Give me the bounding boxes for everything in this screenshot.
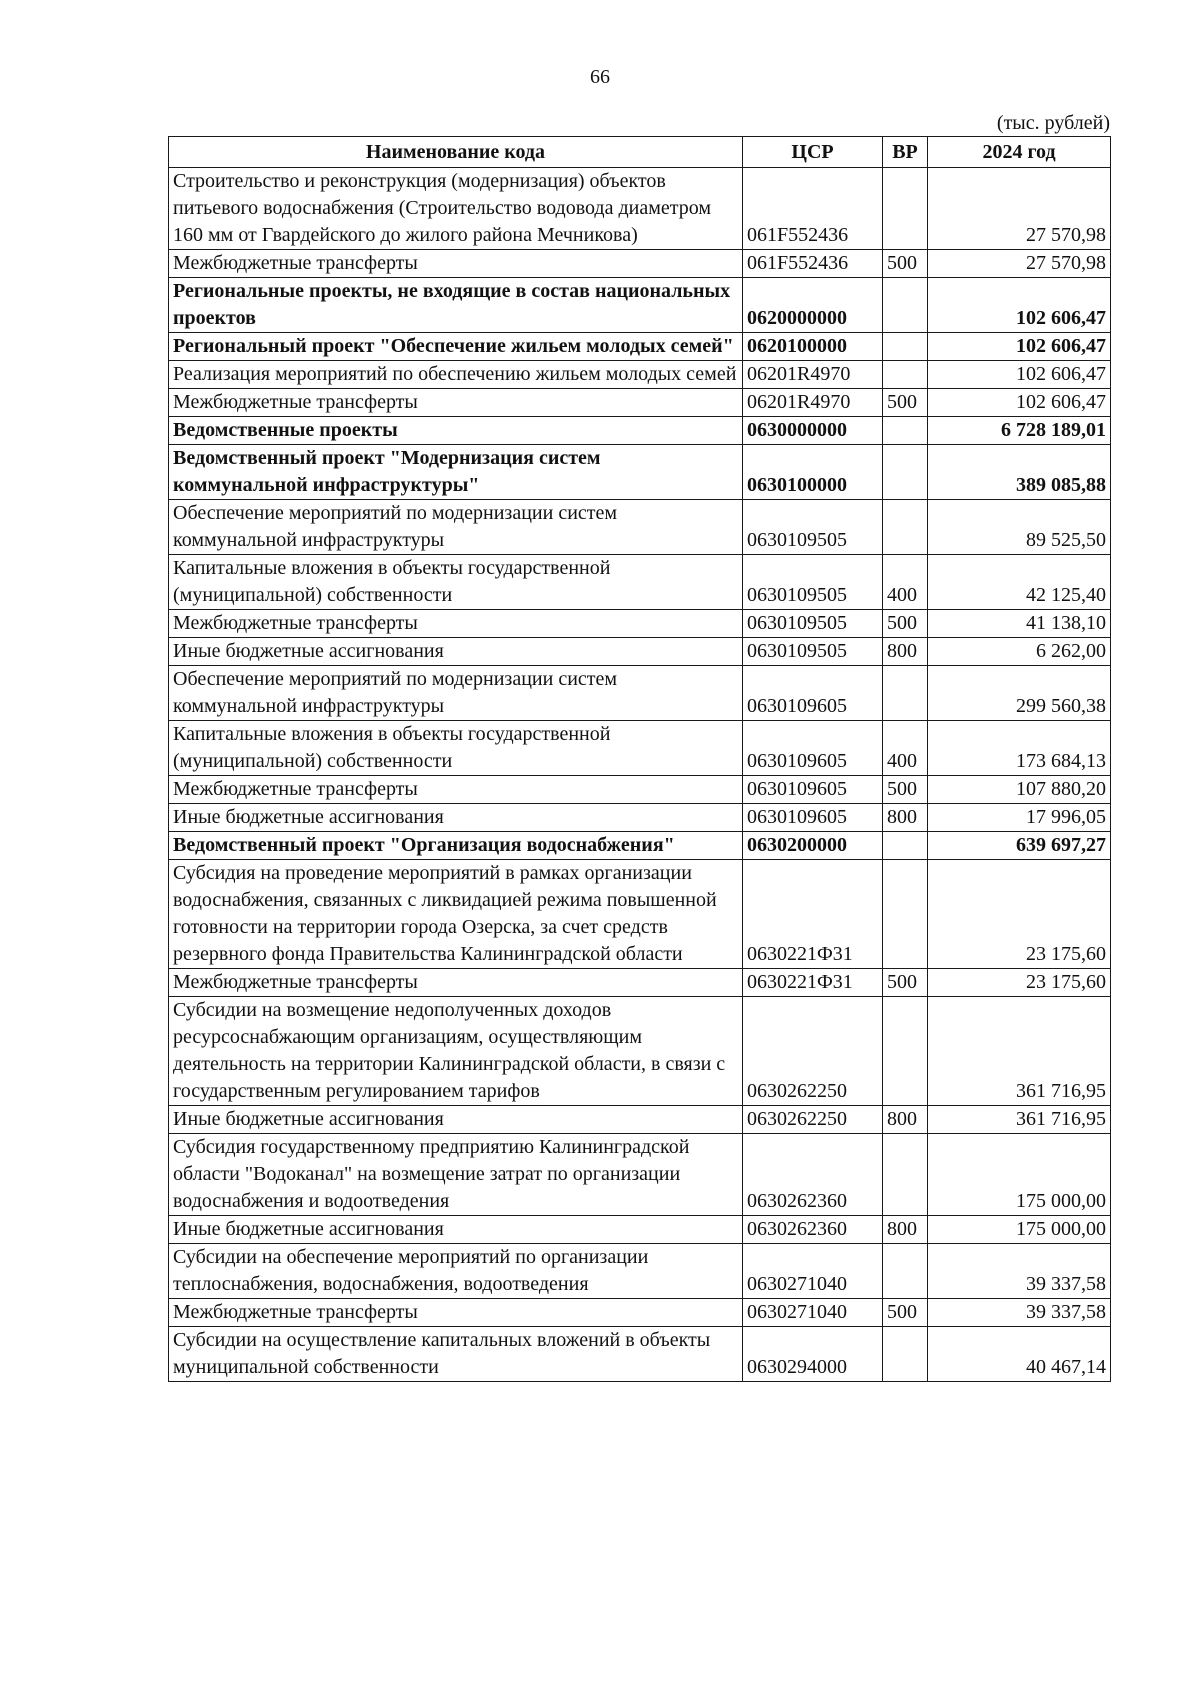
table-row [169, 1327, 1111, 1382]
table-row [169, 1134, 1111, 1216]
table-row [169, 721, 1111, 776]
cell-sum: 361 716,95 [928, 1106, 1111, 1134]
cell-name: Межбюджетные трансферты [169, 250, 743, 278]
cell-name: Иные бюджетные ассигнования [169, 1106, 743, 1134]
cell-sum: 361 716,95 [928, 997, 1111, 1106]
cell-sum: 40 467,14 [928, 1327, 1111, 1382]
cell-vr [883, 666, 928, 721]
table-row [169, 445, 1111, 500]
table-row [169, 250, 1111, 278]
cell-vr: 500 [883, 610, 928, 638]
cell-vr [883, 333, 928, 361]
cell-sum: 42 125,40 [928, 555, 1111, 610]
cell-vr [883, 445, 928, 500]
cell-csr: 0630262250 [743, 1106, 883, 1134]
cell-name: Капитальные вложения в объекты государственной (муниципальной) собственности [169, 555, 743, 610]
cell-name: Реализация мероприятий по обеспечению жильем молодых семей [169, 361, 743, 389]
cell-name: Субсидия государственному предприятию Калининградской области "Водоканал" на возмещение затрат по организации водоснабжения и водоотведения [169, 1134, 743, 1216]
cell-sum: 27 570,98 [928, 168, 1111, 250]
cell-sum: 17 996,05 [928, 804, 1111, 832]
table-header-row [169, 137, 1111, 168]
cell-sum: 175 000,00 [928, 1134, 1111, 1216]
cell-vr [883, 500, 928, 555]
cell-vr [883, 997, 928, 1106]
cell-vr: 400 [883, 555, 928, 610]
cell-sum: 39 337,58 [928, 1299, 1111, 1327]
cell-csr: 0630109605 [743, 804, 883, 832]
table-row [169, 610, 1111, 638]
cell-csr: 0630262360 [743, 1216, 883, 1244]
cell-vr: 500 [883, 389, 928, 417]
cell-sum: 41 138,10 [928, 610, 1111, 638]
table-row [169, 389, 1111, 417]
table-row [169, 776, 1111, 804]
table-row [169, 969, 1111, 997]
cell-csr: 0620100000 [743, 333, 883, 361]
cell-name: Субсидии на осуществление капитальных вложений в объекты муниципальной собственности [169, 1327, 743, 1382]
cell-csr: 061F552436 [743, 250, 883, 278]
cell-csr: 0630109505 [743, 500, 883, 555]
cell-csr: 0630109605 [743, 721, 883, 776]
cell-name: Межбюджетные трансферты [169, 1299, 743, 1327]
table-row [169, 555, 1111, 610]
cell-sum: 6 728 189,01 [928, 417, 1111, 445]
cell-sum: 639 697,27 [928, 832, 1111, 860]
table-row [169, 1106, 1111, 1134]
cell-csr: 06201R4970 [743, 361, 883, 389]
cell-vr: 400 [883, 721, 928, 776]
cell-csr: 06201R4970 [743, 389, 883, 417]
table-row [169, 417, 1111, 445]
cell-name: Ведомственные проекты [169, 417, 743, 445]
cell-sum: 23 175,60 [928, 860, 1111, 969]
table-row [169, 1244, 1111, 1299]
cell-vr [883, 832, 928, 860]
cell-name: Межбюджетные трансферты [169, 610, 743, 638]
header-csr: ЦСР [743, 137, 883, 168]
table-row [169, 666, 1111, 721]
cell-vr [883, 1327, 928, 1382]
cell-name: Субсидии на обеспечение мероприятий по организации теплоснабжения, водоснабжения, водоотведения [169, 1244, 743, 1299]
cell-vr [883, 860, 928, 969]
cell-csr: 0630109605 [743, 666, 883, 721]
cell-vr [883, 278, 928, 333]
cell-vr: 800 [883, 1216, 928, 1244]
cell-sum: 6 262,00 [928, 638, 1111, 666]
cell-name: Обеспечение мероприятий по модернизации систем коммунальной инфраструктуры [169, 666, 743, 721]
cell-csr: 0630271040 [743, 1244, 883, 1299]
header-sum: 2024 год [928, 137, 1111, 168]
cell-csr: 0630221Ф31 [743, 860, 883, 969]
cell-sum: 102 606,47 [928, 333, 1111, 361]
table-row [169, 832, 1111, 860]
cell-name: Иные бюджетные ассигнования [169, 638, 743, 666]
cell-sum: 102 606,47 [928, 361, 1111, 389]
cell-csr: 0630109505 [743, 638, 883, 666]
cell-vr: 500 [883, 1299, 928, 1327]
cell-name: Обеспечение мероприятий по модернизации систем коммунальной инфраструктуры [169, 500, 743, 555]
cell-sum: 23 175,60 [928, 969, 1111, 997]
cell-name: Межбюджетные трансферты [169, 969, 743, 997]
cell-vr [883, 1244, 928, 1299]
table-row [169, 333, 1111, 361]
cell-csr: 0630100000 [743, 445, 883, 500]
cell-name: Иные бюджетные ассигнования [169, 804, 743, 832]
cell-vr: 500 [883, 969, 928, 997]
cell-sum: 89 525,50 [928, 500, 1111, 555]
cell-csr: 0630271040 [743, 1299, 883, 1327]
cell-vr [883, 417, 928, 445]
cell-sum: 39 337,58 [928, 1244, 1111, 1299]
cell-sum: 102 606,47 [928, 278, 1111, 333]
cell-sum: 107 880,20 [928, 776, 1111, 804]
cell-vr [883, 1134, 928, 1216]
header-name: Наименование кода [169, 137, 743, 168]
cell-name: Капитальные вложения в объекты государственной (муниципальной) собственности [169, 721, 743, 776]
cell-name: Межбюджетные трансферты [169, 389, 743, 417]
cell-csr: 0630294000 [743, 1327, 883, 1382]
cell-csr: 0630109505 [743, 610, 883, 638]
table-row [169, 361, 1111, 389]
table-row [169, 168, 1111, 250]
cell-csr: 0630262250 [743, 997, 883, 1106]
units-note: (тыс. рублей) [996, 112, 1110, 134]
cell-name: Региональные проекты, не входящие в состав национальных проектов [169, 278, 743, 333]
table-row [169, 500, 1111, 555]
cell-name: Межбюджетные трансферты [169, 776, 743, 804]
cell-csr: 0620000000 [743, 278, 883, 333]
cell-vr: 500 [883, 776, 928, 804]
budget-table [168, 136, 1111, 1382]
cell-name: Субсидии на возмещение недополученных доходов ресурсоснабжающим организациям, осуществляющим деятельность на территории Калининградской области, в связи с государственным регулированием тарифов [169, 997, 743, 1106]
cell-csr: 0630000000 [743, 417, 883, 445]
table-row [169, 278, 1111, 333]
cell-name: Строительство и реконструкция (модернизация) объектов питьевого водоснабжения (Строительство водовода диаметром 160 мм от Гвардейского до жилого района Мечникова) [169, 168, 743, 250]
cell-csr: 0630109505 [743, 555, 883, 610]
cell-sum: 299 560,38 [928, 666, 1111, 721]
cell-vr: 500 [883, 250, 928, 278]
cell-vr: 800 [883, 1106, 928, 1134]
cell-vr [883, 168, 928, 250]
cell-vr: 800 [883, 638, 928, 666]
cell-sum: 173 684,13 [928, 721, 1111, 776]
cell-name: Субсидия на проведение мероприятий в рамках организации водоснабжения, связанных с ликвидацией режима повышенной готовности на территории города Озерска, за счет средств резервного фонда Правительства Калининградской области [169, 860, 743, 969]
cell-sum: 389 085,88 [928, 445, 1111, 500]
cell-name: Ведомственный проект "Организация водоснабжения" [169, 832, 743, 860]
cell-csr: 0630221Ф31 [743, 969, 883, 997]
cell-csr: 0630200000 [743, 832, 883, 860]
cell-name: Ведомственный проект "Модернизация систем коммунальной инфраструктуры" [169, 445, 743, 500]
cell-sum: 102 606,47 [928, 389, 1111, 417]
cell-csr: 061F552436 [743, 168, 883, 250]
cell-name: Иные бюджетные ассигнования [169, 1216, 743, 1244]
cell-csr: 0630109605 [743, 776, 883, 804]
cell-vr: 800 [883, 804, 928, 832]
table-row [169, 638, 1111, 666]
header-vr: ВР [883, 137, 928, 168]
cell-name: Региональный проект "Обеспечение жильем молодых семей" [169, 333, 743, 361]
cell-sum: 27 570,98 [928, 250, 1111, 278]
table-row [169, 1299, 1111, 1327]
page-number: 66 [590, 66, 610, 88]
cell-vr [883, 361, 928, 389]
table-row [169, 997, 1111, 1106]
cell-sum: 175 000,00 [928, 1216, 1111, 1244]
cell-csr: 0630262360 [743, 1134, 883, 1216]
table-row [169, 860, 1111, 969]
table-row [169, 804, 1111, 832]
table-row [169, 1216, 1111, 1244]
